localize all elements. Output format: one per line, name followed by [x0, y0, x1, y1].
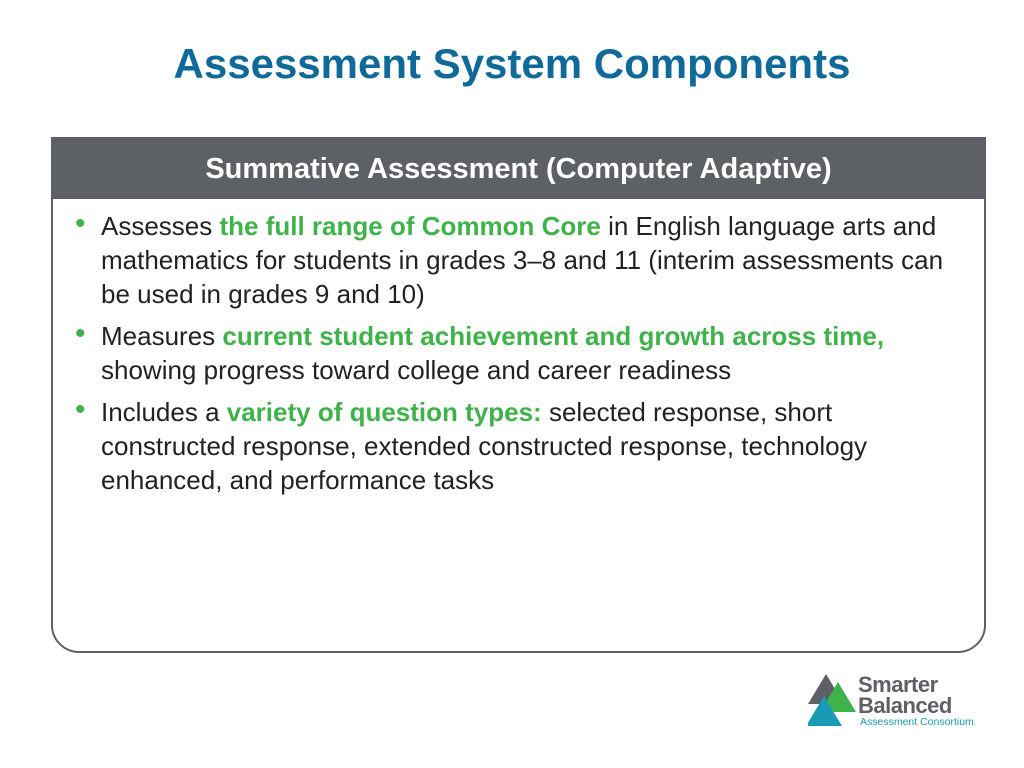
triangle-logo-icon: [808, 672, 856, 726]
bullet-item: [75, 319, 970, 387]
bullet-text: Measures: [101, 321, 223, 351]
bullet-highlight: the full range of Common Core: [219, 211, 601, 241]
logo-word-smarter: Smarter: [858, 672, 938, 697]
bullet-highlight: variety of question types:: [226, 397, 542, 427]
bullet-highlight: current student achievement and growth across time,: [222, 321, 885, 351]
bullet-list: [53, 199, 984, 497]
bullet-item: [75, 395, 970, 497]
bullet-icon: •: [75, 393, 86, 426]
logo-subtitle: Assessment Consortium: [860, 716, 974, 728]
bullet-text: Includes a: [101, 397, 227, 427]
bullet-icon: •: [75, 317, 86, 350]
bullet-text: Assesses: [101, 211, 220, 241]
smarter-balanced-logo: [808, 670, 984, 730]
bullet-icon: •: [75, 207, 86, 240]
bullet-text: in English language arts and mathematics for students in grades 3–8 and 11 (interim assessments can be used in grades 9 and 10): [101, 211, 944, 309]
content-box: [51, 137, 986, 653]
bullet-text: selected response, short constructed response, extended constructed response, technology enhanced, and performance tasks: [101, 397, 868, 495]
bullet-item: [75, 209, 970, 311]
logo-word-balanced: Balanced: [858, 693, 952, 718]
slide-title: Assessment System Components: [173, 40, 851, 87]
bullet-text: showing progress toward college and career readiness: [101, 355, 732, 385]
box-header: Summative Assessment (Computer Adaptive): [53, 139, 984, 199]
